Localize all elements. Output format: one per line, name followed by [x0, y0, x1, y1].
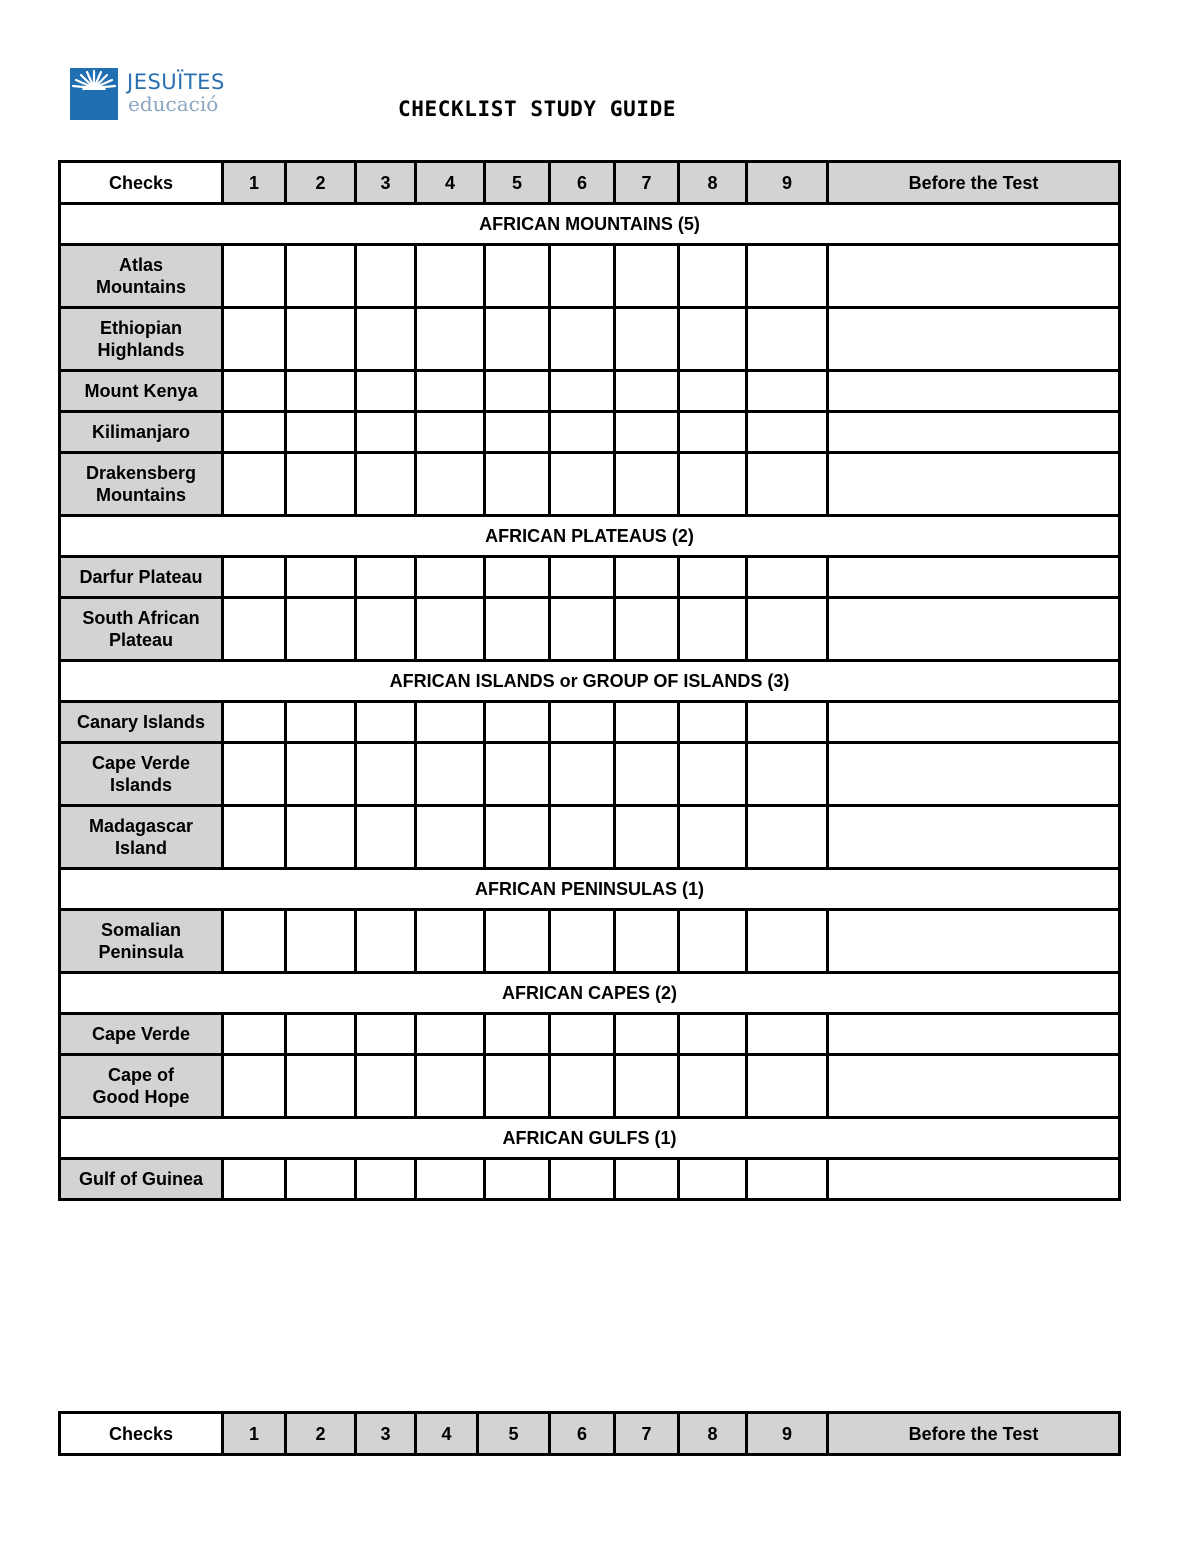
check-cell-2[interactable] [286, 1159, 356, 1200]
footer-header-table [58, 1411, 1121, 1456]
check-column-header-1: 1 [223, 162, 286, 204]
item-label: Gulf of Guinea [60, 1159, 223, 1200]
check-cell-7[interactable] [615, 557, 679, 598]
check-cell-2[interactable] [286, 743, 356, 806]
check-cell-1[interactable] [223, 1014, 286, 1055]
check-cell-8[interactable] [679, 557, 747, 598]
check-cell-8[interactable] [679, 806, 747, 869]
check-column-header-9: 9 [747, 1413, 828, 1455]
check-cell-6[interactable] [550, 743, 615, 806]
check-column-header-1: 1 [223, 1413, 286, 1455]
check-cell-5[interactable] [485, 1159, 550, 1200]
check-cell-5[interactable] [485, 1014, 550, 1055]
check-cell-2[interactable] [286, 453, 356, 516]
check-cell-5[interactable] [485, 1055, 550, 1118]
checklist-row [60, 910, 1120, 973]
check-cell-4[interactable] [416, 371, 485, 412]
check-cell-8[interactable] [679, 743, 747, 806]
check-cell-7[interactable] [615, 245, 679, 308]
before-test-cell[interactable] [828, 1159, 1120, 1200]
check-cell-1[interactable] [223, 245, 286, 308]
before-test-cell[interactable] [828, 412, 1120, 453]
before-test-cell[interactable] [828, 1055, 1120, 1118]
check-cell-7[interactable] [615, 1055, 679, 1118]
section-row [60, 869, 1120, 910]
checklist-row [60, 453, 1120, 516]
check-cell-1[interactable] [223, 702, 286, 743]
check-cell-5[interactable] [485, 598, 550, 661]
check-cell-3[interactable] [356, 1014, 416, 1055]
check-cell-7[interactable] [615, 1014, 679, 1055]
check-cell-8[interactable] [679, 1014, 747, 1055]
item-label: South African Plateau [60, 598, 223, 661]
check-cell-5[interactable] [485, 245, 550, 308]
item-label: Cape Verde [60, 1014, 223, 1055]
checks-header: Checks [60, 162, 223, 204]
check-cell-2[interactable] [286, 806, 356, 869]
check-column-header-6: 6 [550, 162, 615, 204]
check-column-header-7: 7 [615, 162, 679, 204]
check-cell-7[interactable] [615, 910, 679, 973]
check-cell-5[interactable] [485, 453, 550, 516]
checklist-row [60, 308, 1120, 371]
check-column-header-5: 5 [485, 162, 550, 204]
check-cell-9[interactable] [747, 308, 828, 371]
check-cell-6[interactable] [550, 598, 615, 661]
check-cell-9[interactable] [747, 598, 828, 661]
check-cell-2[interactable] [286, 1055, 356, 1118]
check-cell-7[interactable] [615, 702, 679, 743]
item-label: Drakensberg Mountains [60, 453, 223, 516]
checklist-row [60, 371, 1120, 412]
check-column-header-3: 3 [356, 162, 416, 204]
check-cell-3[interactable] [356, 1159, 416, 1200]
check-column-header-6: 6 [550, 1413, 615, 1455]
check-column-header-5: 5 [478, 1413, 550, 1455]
check-cell-6[interactable] [550, 910, 615, 973]
logo-subtitle: educació [128, 92, 219, 116]
check-cell-7[interactable] [615, 308, 679, 371]
check-cell-4[interactable] [416, 910, 485, 973]
check-cell-8[interactable] [679, 702, 747, 743]
check-column-header-2: 2 [286, 162, 356, 204]
check-cell-8[interactable] [679, 308, 747, 371]
check-cell-3[interactable] [356, 910, 416, 973]
item-label: Darfur Plateau [60, 557, 223, 598]
check-cell-5[interactable] [485, 557, 550, 598]
check-cell-1[interactable] [223, 743, 286, 806]
before-test-cell[interactable] [828, 371, 1120, 412]
check-cell-6[interactable] [550, 557, 615, 598]
check-cell-2[interactable] [286, 1014, 356, 1055]
check-cell-3[interactable] [356, 743, 416, 806]
item-label: Somalian Peninsula [60, 910, 223, 973]
check-cell-5[interactable] [485, 910, 550, 973]
check-cell-7[interactable] [615, 1159, 679, 1200]
check-cell-2[interactable] [286, 308, 356, 371]
check-cell-9[interactable] [747, 412, 828, 453]
check-cell-8[interactable] [679, 910, 747, 973]
before-test-cell[interactable] [828, 1014, 1120, 1055]
before-test-cell[interactable] [828, 598, 1120, 661]
check-cell-9[interactable] [747, 245, 828, 308]
check-cell-8[interactable] [679, 371, 747, 412]
check-cell-3[interactable] [356, 806, 416, 869]
check-column-header-2: 2 [286, 1413, 356, 1455]
section-row [60, 661, 1120, 702]
check-column-header-3: 3 [356, 1413, 416, 1455]
check-cell-7[interactable] [615, 453, 679, 516]
main-header-row [60, 162, 1120, 204]
sunburst-logo-icon [70, 68, 118, 120]
checklist-row [60, 702, 1120, 743]
check-cell-4[interactable] [416, 1159, 485, 1200]
section-title: AFRICAN PLATEAUS (2) [60, 516, 1120, 557]
item-label: Mount Kenya [60, 371, 223, 412]
check-cell-8[interactable] [679, 412, 747, 453]
check-cell-1[interactable] [223, 806, 286, 869]
check-cell-6[interactable] [550, 371, 615, 412]
check-cell-4[interactable] [416, 702, 485, 743]
section-row [60, 1118, 1120, 1159]
before-test-cell[interactable] [828, 910, 1120, 973]
check-cell-6[interactable] [550, 308, 615, 371]
jesuites-logo [70, 68, 230, 122]
check-cell-9[interactable] [747, 371, 828, 412]
check-cell-5[interactable] [485, 806, 550, 869]
logo-wordmark: JESUÏTES [127, 70, 225, 94]
check-cell-4[interactable] [416, 598, 485, 661]
checklist-row [60, 598, 1120, 661]
check-cell-4[interactable] [416, 412, 485, 453]
check-cell-1[interactable] [223, 598, 286, 661]
check-cell-1[interactable] [223, 308, 286, 371]
check-cell-2[interactable] [286, 702, 356, 743]
check-cell-2[interactable] [286, 412, 356, 453]
check-column-header-4: 4 [416, 162, 485, 204]
check-cell-5[interactable] [485, 412, 550, 453]
checklist-row [60, 1055, 1120, 1118]
check-cell-4[interactable] [416, 557, 485, 598]
check-cell-9[interactable] [747, 1159, 828, 1200]
checklist-row [60, 743, 1120, 806]
before-test-cell[interactable] [828, 453, 1120, 516]
check-cell-9[interactable] [747, 557, 828, 598]
check-cell-1[interactable] [223, 1055, 286, 1118]
check-cell-9[interactable] [747, 743, 828, 806]
check-cell-3[interactable] [356, 245, 416, 308]
check-cell-1[interactable] [223, 910, 286, 973]
before-test-cell[interactable] [828, 806, 1120, 869]
before-the-test-header: Before the Test [828, 162, 1120, 204]
check-cell-7[interactable] [615, 371, 679, 412]
check-cell-2[interactable] [286, 245, 356, 308]
check-cell-2[interactable] [286, 598, 356, 661]
check-cell-6[interactable] [550, 412, 615, 453]
check-cell-3[interactable] [356, 702, 416, 743]
item-label: Ethiopian Highlands [60, 308, 223, 371]
item-label: Atlas Mountains [60, 245, 223, 308]
check-column-header-8: 8 [679, 162, 747, 204]
check-cell-2[interactable] [286, 557, 356, 598]
check-cell-3[interactable] [356, 371, 416, 412]
check-cell-6[interactable] [550, 702, 615, 743]
check-cell-9[interactable] [747, 910, 828, 973]
section-row [60, 516, 1120, 557]
checks-header: Checks [60, 1413, 223, 1455]
item-label: Madagascar Island [60, 806, 223, 869]
check-cell-4[interactable] [416, 1055, 485, 1118]
section-title: AFRICAN CAPES (2) [60, 973, 1120, 1014]
check-cell-7[interactable] [615, 412, 679, 453]
check-column-header-7: 7 [615, 1413, 679, 1455]
check-cell-9[interactable] [747, 453, 828, 516]
before-test-cell[interactable] [828, 702, 1120, 743]
item-label: Canary Islands [60, 702, 223, 743]
check-cell-4[interactable] [416, 245, 485, 308]
check-cell-1[interactable] [223, 453, 286, 516]
check-cell-7[interactable] [615, 598, 679, 661]
check-cell-1[interactable] [223, 1159, 286, 1200]
check-cell-3[interactable] [356, 453, 416, 516]
check-cell-8[interactable] [679, 598, 747, 661]
check-column-header-4: 4 [416, 1413, 478, 1455]
section-title: AFRICAN ISLANDS or GROUP OF ISLANDS (3) [60, 661, 1120, 702]
checklist-row [60, 1159, 1120, 1200]
check-cell-4[interactable] [416, 1014, 485, 1055]
page-title: CHECKLIST STUDY GUIDE [398, 97, 677, 121]
check-cell-3[interactable] [356, 1055, 416, 1118]
check-cell-6[interactable] [550, 1014, 615, 1055]
checklist-table [58, 160, 1121, 1201]
checklist-row [60, 806, 1120, 869]
check-cell-7[interactable] [615, 743, 679, 806]
check-cell-5[interactable] [485, 371, 550, 412]
check-cell-2[interactable] [286, 371, 356, 412]
check-cell-9[interactable] [747, 702, 828, 743]
check-cell-1[interactable] [223, 557, 286, 598]
check-cell-7[interactable] [615, 806, 679, 869]
section-title: AFRICAN MOUNTAINS (5) [60, 204, 1120, 245]
before-test-cell[interactable] [828, 308, 1120, 371]
check-cell-4[interactable] [416, 743, 485, 806]
check-cell-1[interactable] [223, 412, 286, 453]
check-cell-3[interactable] [356, 557, 416, 598]
check-cell-8[interactable] [679, 245, 747, 308]
before-test-cell[interactable] [828, 557, 1120, 598]
check-cell-3[interactable] [356, 308, 416, 371]
check-cell-5[interactable] [485, 702, 550, 743]
check-cell-6[interactable] [550, 806, 615, 869]
checklist-row [60, 557, 1120, 598]
check-cell-4[interactable] [416, 453, 485, 516]
item-label: Cape Verde Islands [60, 743, 223, 806]
before-the-test-header: Before the Test [828, 1413, 1120, 1455]
check-cell-6[interactable] [550, 1159, 615, 1200]
footer-header-row [60, 1413, 1120, 1455]
checklist-row [60, 1014, 1120, 1055]
item-label: Cape of Good Hope [60, 1055, 223, 1118]
section-row [60, 204, 1120, 245]
check-cell-5[interactable] [485, 308, 550, 371]
check-cell-1[interactable] [223, 371, 286, 412]
before-test-cell[interactable] [828, 743, 1120, 806]
checklist-row [60, 412, 1120, 453]
check-cell-9[interactable] [747, 1014, 828, 1055]
check-cell-8[interactable] [679, 1159, 747, 1200]
check-cell-8[interactable] [679, 1055, 747, 1118]
check-cell-3[interactable] [356, 598, 416, 661]
check-cell-6[interactable] [550, 245, 615, 308]
check-cell-9[interactable] [747, 1055, 828, 1118]
section-title: AFRICAN GULFS (1) [60, 1118, 1120, 1159]
check-cell-9[interactable] [747, 806, 828, 869]
before-test-cell[interactable] [828, 245, 1120, 308]
check-cell-8[interactable] [679, 453, 747, 516]
checklist-row [60, 245, 1120, 308]
check-cell-4[interactable] [416, 806, 485, 869]
check-cell-5[interactable] [485, 743, 550, 806]
check-cell-4[interactable] [416, 308, 485, 371]
check-column-header-8: 8 [679, 1413, 747, 1455]
check-column-header-9: 9 [747, 162, 828, 204]
item-label: Kilimanjaro [60, 412, 223, 453]
check-cell-6[interactable] [550, 1055, 615, 1118]
section-row [60, 973, 1120, 1014]
section-title: AFRICAN PENINSULAS (1) [60, 869, 1120, 910]
check-cell-6[interactable] [550, 453, 615, 516]
check-cell-3[interactable] [356, 412, 416, 453]
check-cell-2[interactable] [286, 910, 356, 973]
